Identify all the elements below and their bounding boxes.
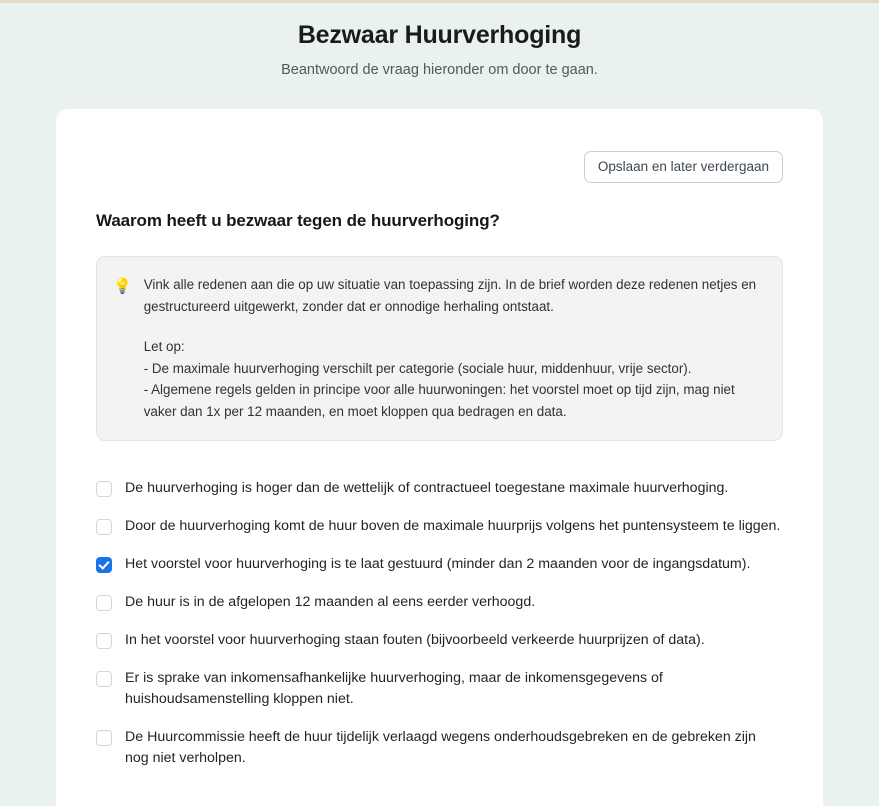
reason-option-label: De huurverhoging is hoger dan de wettelijk of contractueel toegestane maximale huurverhoging. [125,479,729,496]
checkbox-unchecked-icon[interactable] [96,481,112,497]
reason-option-row[interactable] [96,592,783,613]
reason-option-label: Het voorstel voor huurverhoging is te laat gestuurd (minder dan 2 maanden voor de ingangsdatum). [125,555,751,572]
reason-option-row[interactable] [96,478,783,499]
checkbox-unchecked-icon[interactable] [96,633,112,649]
info-note-line: - De maximale huurverhoging verschilt per categorie (sociale huur, middenhuur, vrije sector). [143,360,692,376]
page-header [0,20,879,80]
page-title: Bezwaar Huurverhoging [297,21,582,49]
reason-option-label: De huur is in de afgelopen 12 maanden al eens eerder verhoogd. [125,593,536,610]
checkbox-unchecked-icon[interactable] [96,519,112,535]
lightbulb-icon: 💡 [113,278,132,296]
info-callout-text [144,274,764,422]
form-card [56,109,823,806]
reason-checkbox-list [96,478,783,806]
info-note [144,336,764,423]
info-callout [96,256,783,440]
reason-option-row[interactable] [96,630,783,651]
info-paragraph: Vink alle redenen aan die op uw situatie van toepassing zijn. In de brief worden deze redenen netjes en gestructureerd uitgewerkt, zonder dat er onnodige herhaling ontstaat. [143,277,757,315]
checkbox-unchecked-icon[interactable] [96,730,112,746]
reason-option-label: Door de huurverhoging komt de huur boven de maximale huurprijs volgens het puntensysteem te liggen. [125,517,781,534]
reason-option-label: In het voorstel voor huurverhoging staan fouten (bijvoorbeeld verkeerde huurprijzen of data). [125,631,705,648]
question-title: Waarom heeft u bezwaar tegen de huurverhoging? [96,211,500,231]
checkbox-unchecked-icon[interactable] [96,671,112,687]
reason-option-row[interactable] [96,516,783,537]
info-note-line: - Algemene regels gelden in principe voor alle huurwoningen: het voorstel moet op tijd zijn, mag niet vaker dan 1x per 12 maanden, en moet kloppen qua bedragen en data. [143,382,735,419]
save-and-continue-later-button[interactable]: Opslaan en later verdergaan [584,151,783,184]
card-toolbar [96,135,783,184]
reason-option-row[interactable] [96,554,783,575]
checkbox-unchecked-icon[interactable] [96,595,112,611]
page-subtitle: Beantwoord de vraag hieronder om door te gaan. [281,62,598,78]
reason-option-label: De Huurcommissie heeft de huur tijdelijk verlaagd wegens onderhoudsgebreken en de gebreken zijn nog niet verholpen. [125,728,756,766]
reason-option-label: Er is sprake van inkomensafhankelijke huurverhoging, maar de inkomensgegevens of huishoudsamenstelling kloppen niet. [125,669,663,707]
page-container [0,3,879,806]
reason-option-row[interactable] [96,668,783,710]
reason-option-row[interactable] [96,727,783,769]
info-note-heading: Let op: [143,338,185,354]
checkbox-checked-icon[interactable] [96,557,112,573]
